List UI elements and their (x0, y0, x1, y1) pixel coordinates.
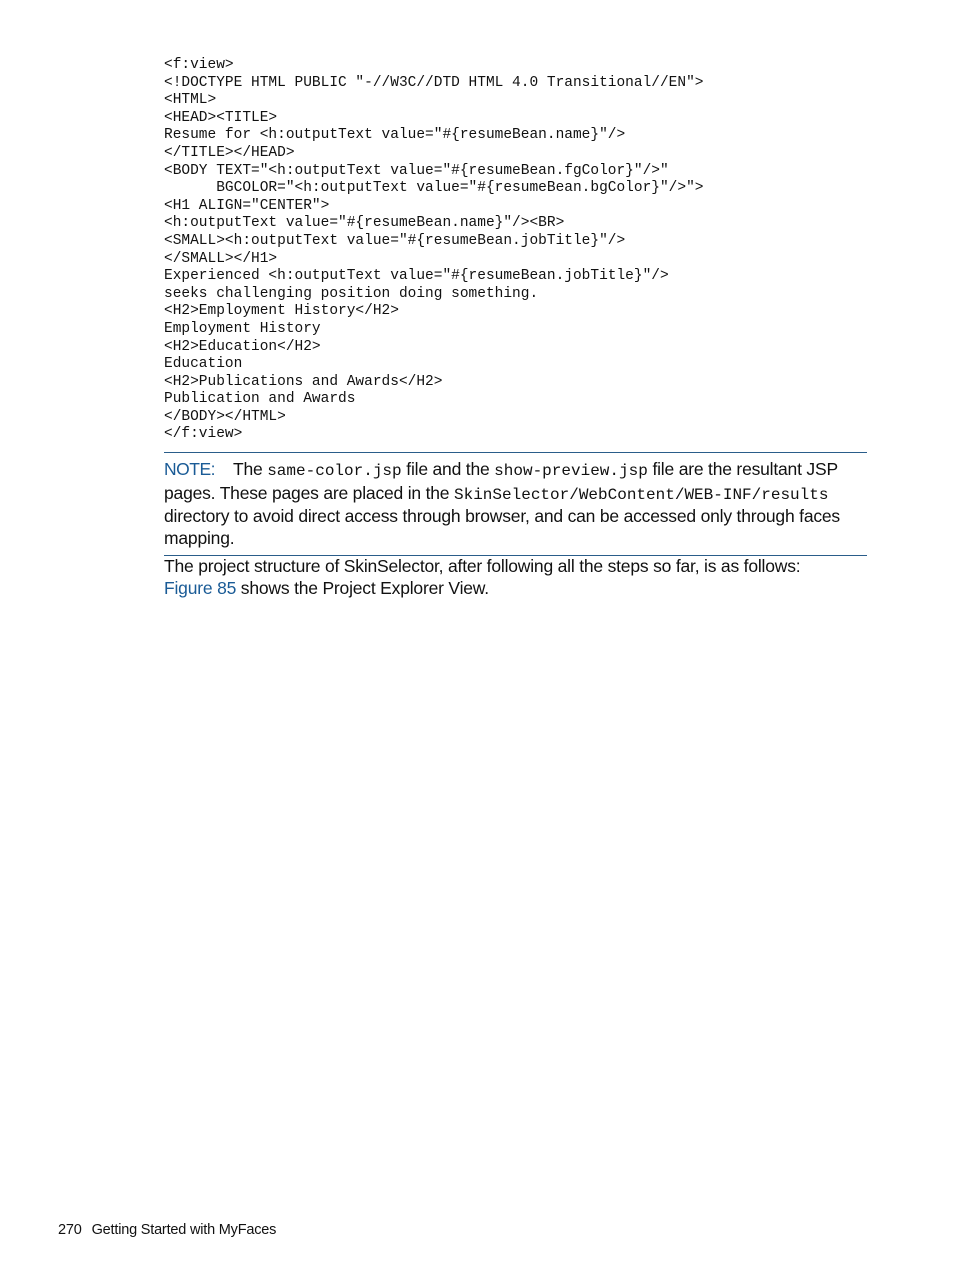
note-text-3: file are the resultant JSP pages. These pages are placed in the (164, 459, 838, 503)
note-text-1: The (232, 459, 268, 480)
figure-reference-paragraph (164, 578, 867, 600)
page-content (164, 57, 867, 599)
footer-title: Getting Started with MyFaces (91, 1222, 277, 1238)
figure-85-link[interactable]: Figure 85 (164, 577, 237, 598)
note-text-4: directory to avoid direct access through browser, and can be accessed only through faces mapping. (164, 506, 840, 548)
note-filename-same-color: same-color.jsp (267, 462, 402, 481)
note-box (164, 452, 867, 556)
note-text-2: file and the (401, 459, 495, 480)
note-label: NOTE: (164, 459, 215, 480)
note-filename-show-preview: show-preview.jsp (494, 462, 648, 481)
note-directory-path: SkinSelector/WebContent/WEB-INF/results (454, 485, 829, 504)
figure-reference-text: shows the Project Explorer View. (236, 577, 489, 598)
code-block: <f:view> <!DOCTYPE HTML PUBLIC "-//W3C//DTD HTML 4.0 Transitional//EN"> <HTML> <HEAD><TITLE> Resume for <h:outputText value="#{resumeBean.name}"/> </TITLE></HEAD> <BODY TEXT="<h:outputText value="#{resumeBean.fgColor}"/>" BGCOLOR="<h:outputText value="#{resumeBean.bgColor}"/>"> <H1 ALIGN="CENTER"> <h:outputText value="#{resumeBean.name}"/><BR> <SMALL><h:outputText value="#{resumeBean.jobTitle}"/> </SMALL></H1> Experienced <h:outputText value="#{resumeBean.jobTitle}"/> seeks challenging position doing something. <H2>Employment History</H2> Employment History <H2>Education</H2> Education <H2>Publications and Awards</H2> Publication and Awards </BODY></HTML> </f:view> (164, 57, 704, 443)
page-number: 270 (58, 1222, 82, 1238)
page-footer (58, 1222, 276, 1238)
project-structure-paragraph: The project structure of SkinSelector, after following all the steps so far, is as follows: (164, 556, 801, 577)
